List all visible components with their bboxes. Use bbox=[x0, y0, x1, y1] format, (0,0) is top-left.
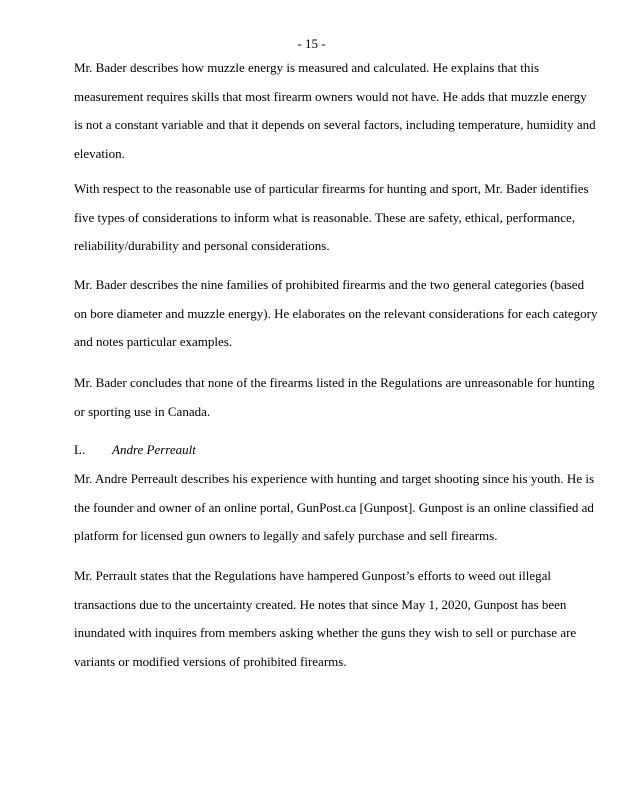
paragraph-muzzle-energy bbox=[74, 54, 596, 168]
paragraph-line: inundated with inquires from members asking whether the guns they wish to sell or purchase are bbox=[74, 625, 577, 640]
paragraph-line: Mr. Bader concludes that none of the firearms listed in the Regulations are unreasonable for hunting bbox=[74, 375, 595, 390]
paragraph-line: variants or modified versions of prohibited firearms. bbox=[74, 653, 347, 669]
paragraph-line: five types of considerations to inform what is reasonable. These are safety, ethical, performance, bbox=[74, 209, 576, 225]
page-number: - 15 - bbox=[297, 36, 326, 51]
paragraph-line: measurement requires skills that most firearm owners would not have. He adds that muzzle energy bbox=[74, 88, 587, 104]
paragraph-line: With respect to the reasonable use of particular firearms for hunting and sport, Mr. Bader identifies bbox=[74, 181, 589, 196]
paragraph-line: Mr. Bader describes how muzzle energy is measured and calculated. He explains that this bbox=[74, 60, 540, 75]
paragraph-line: elevation. bbox=[74, 145, 125, 161]
section-title: Andre Perreault bbox=[112, 442, 196, 457]
paragraph-line: Mr. Andre Perreault describes his experience with hunting and target shooting since his youth. He is bbox=[74, 471, 595, 486]
paragraph-reasonable-use bbox=[74, 175, 589, 261]
paragraph-perreault-intro bbox=[74, 465, 595, 551]
paragraph-line: Mr. Bader describes the nine families of prohibited firearms and the two general categories (based bbox=[74, 277, 585, 292]
paragraph-line: and notes particular examples. bbox=[74, 334, 233, 349]
paragraph-line: reliability/durability and personal considerations. bbox=[74, 238, 330, 253]
paragraph-line: the founder and owner of an online portal, GunPost.ca [Gunpost]. Gunpost is an online classified ad bbox=[74, 499, 594, 515]
paragraph-bader-conclusion bbox=[74, 369, 595, 426]
paragraph-line: Mr. Perrault states that the Regulations have hampered Gunpost’s efforts to weed out illegal bbox=[74, 568, 552, 583]
paragraph-line: platform for licensed gun owners to legally and safely purchase and sell firearms. bbox=[74, 528, 498, 543]
paragraph-line: on bore diameter and muzzle energy). He elaborates on the relevant considerations for each category bbox=[74, 305, 598, 321]
section-heading bbox=[74, 441, 196, 459]
section-letter: L. bbox=[74, 442, 86, 457]
paragraph-line: transactions due to the uncertainty created. He notes that since May 1, 2020, Gunpost has been bbox=[74, 596, 567, 612]
paragraph-perreault-regulations bbox=[74, 562, 577, 676]
paragraph-line: or sporting use in Canada. bbox=[74, 403, 211, 419]
paragraph-prohibited-families bbox=[74, 271, 598, 357]
paragraph-line: is not a constant variable and that it depends on several factors, including temperature, humidity and bbox=[74, 117, 596, 132]
